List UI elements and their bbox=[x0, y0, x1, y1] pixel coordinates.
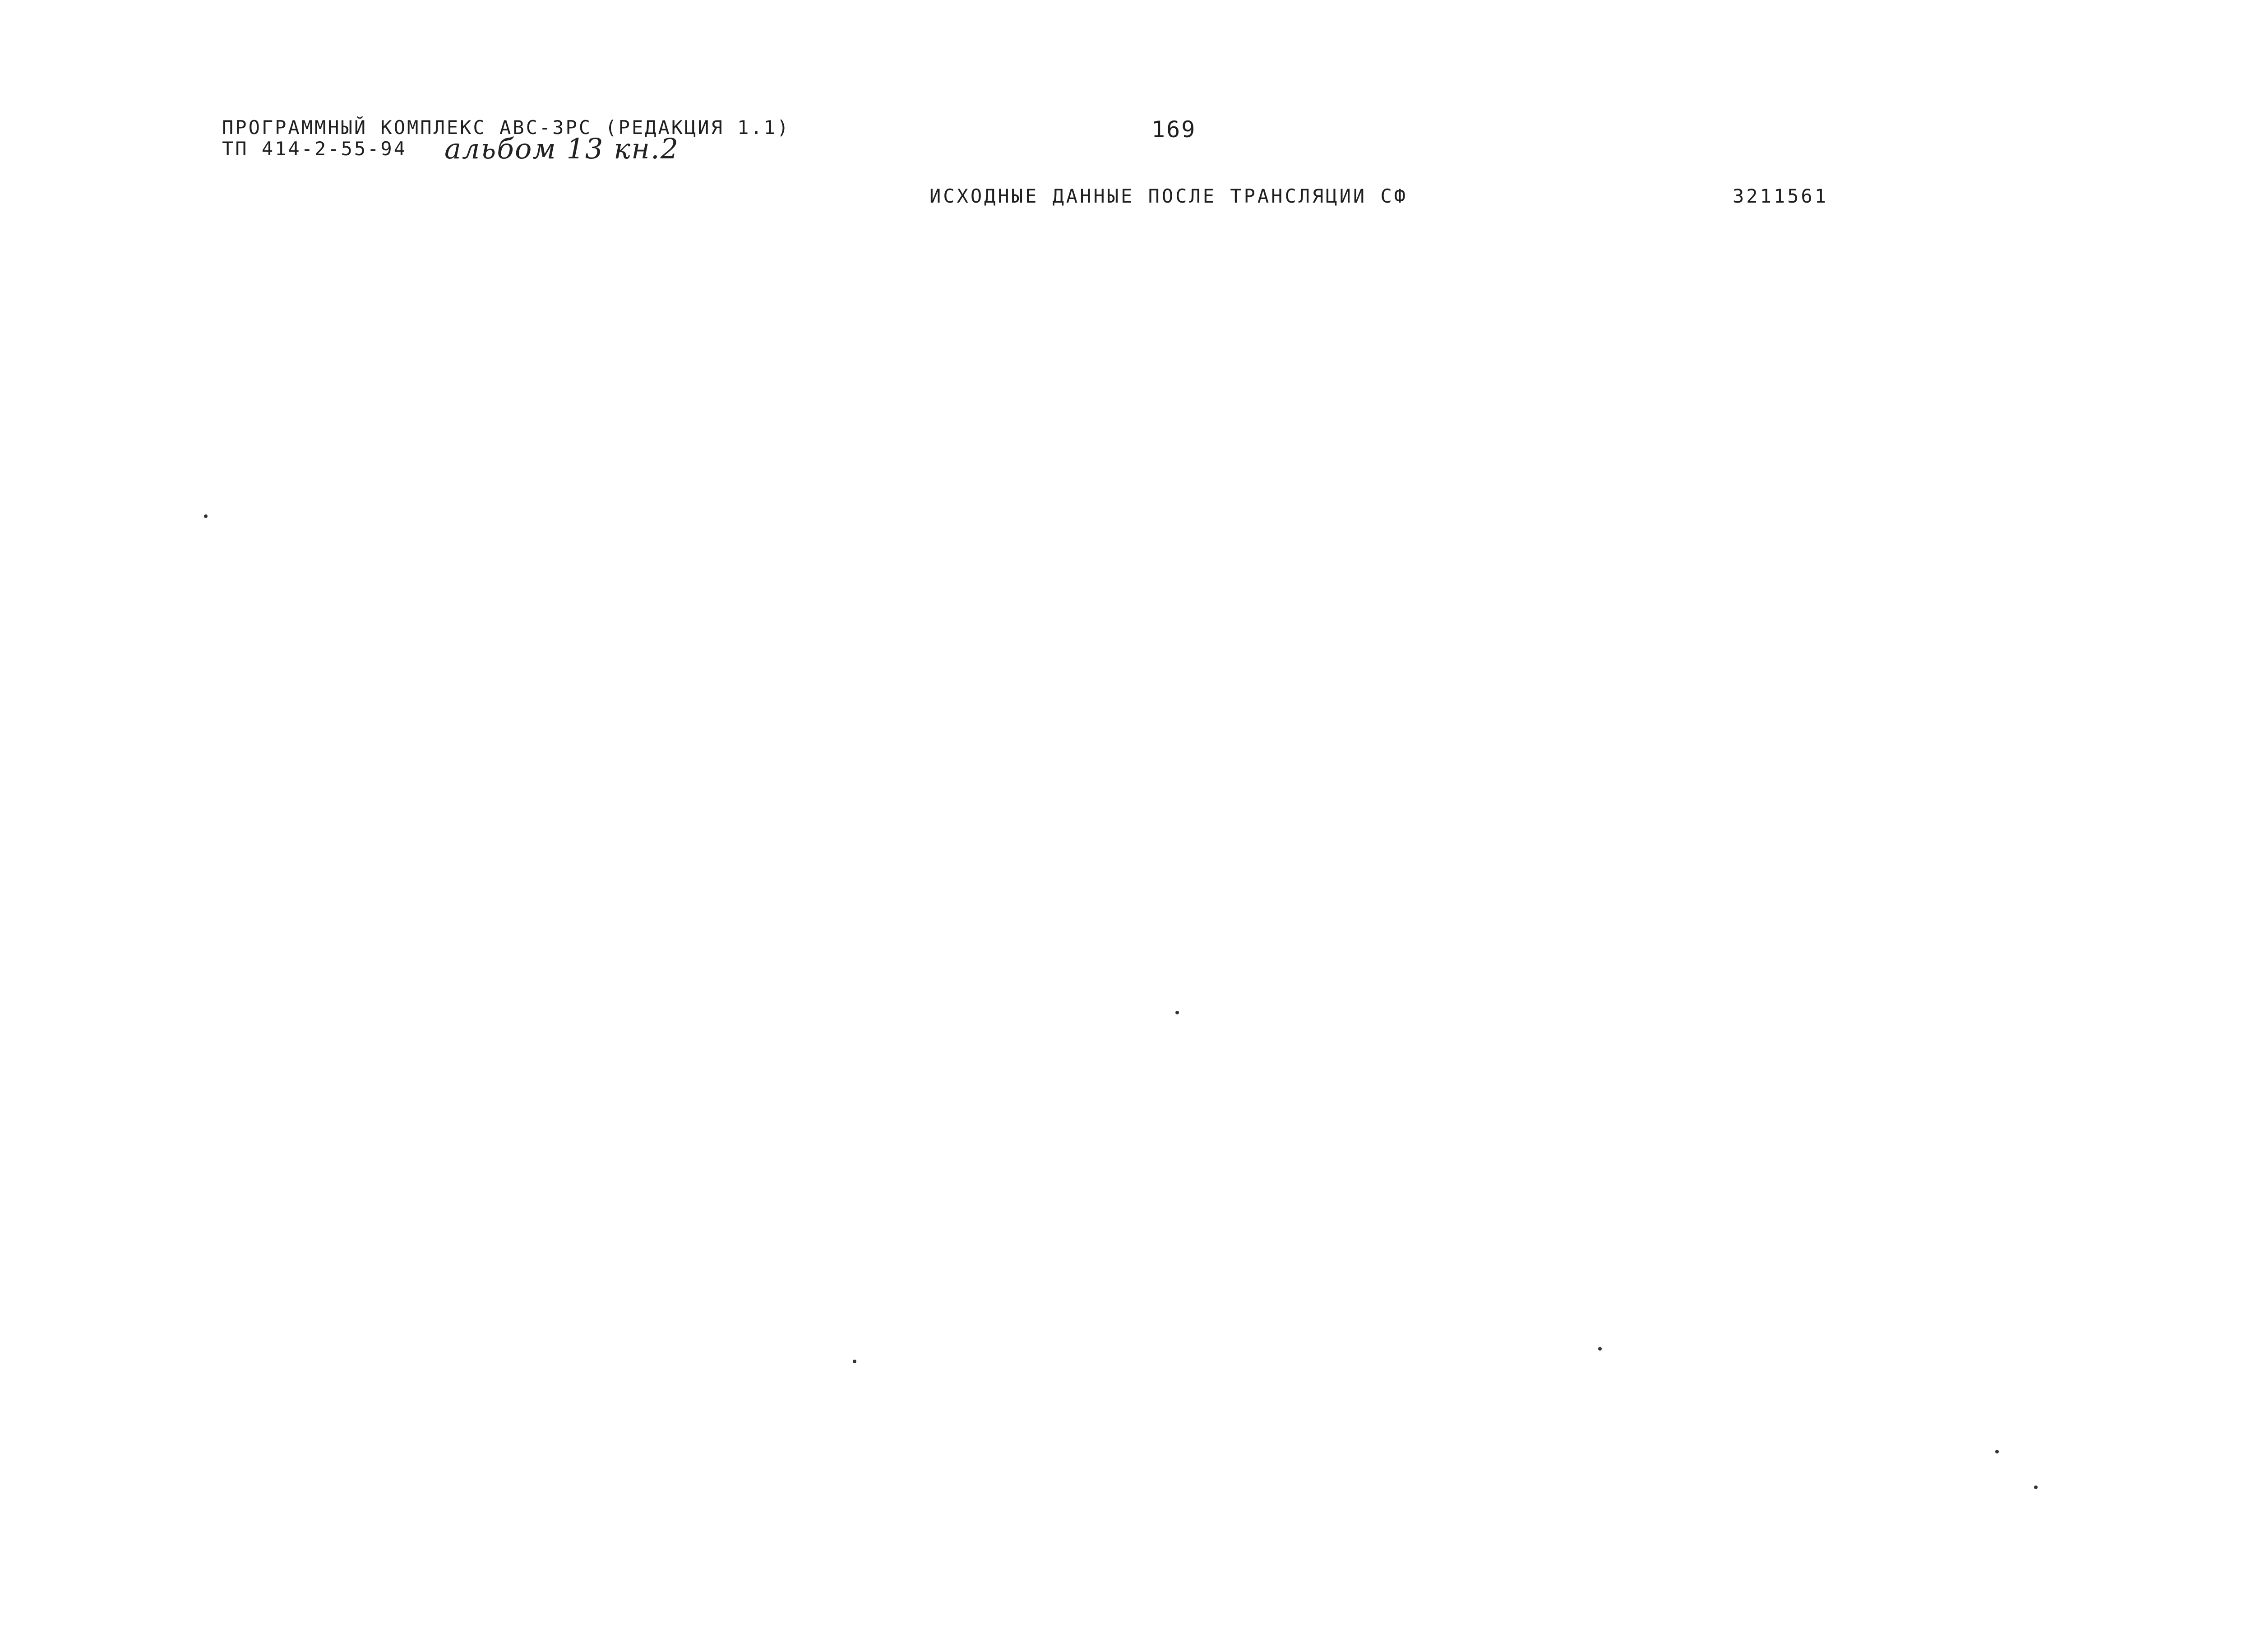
handwritten-note: альбом 13 кн.2 bbox=[444, 132, 680, 165]
scan-speck bbox=[2034, 1485, 2038, 1489]
project-code: ТП 414-2-55-94 bbox=[222, 138, 407, 160]
scan-speck bbox=[204, 514, 208, 518]
document-title: ИСХОДНЫЕ ДАННЫЕ ПОСЛЕ ТРАНСЛЯЦИИ СФ bbox=[929, 185, 1408, 207]
scan-speck bbox=[1995, 1450, 1999, 1453]
scan-speck bbox=[1175, 1011, 1179, 1014]
page-number: 169 bbox=[1151, 116, 1197, 143]
program-header: ПРОГРАММНЫЙ КОМПЛЕКС АВС-ЗРС (РЕДАКЦИЯ 1.1) bbox=[222, 116, 791, 139]
scan-speck bbox=[853, 1360, 856, 1363]
document-code: 3211561 bbox=[1733, 185, 1829, 207]
scan-speck bbox=[1598, 1347, 1602, 1351]
